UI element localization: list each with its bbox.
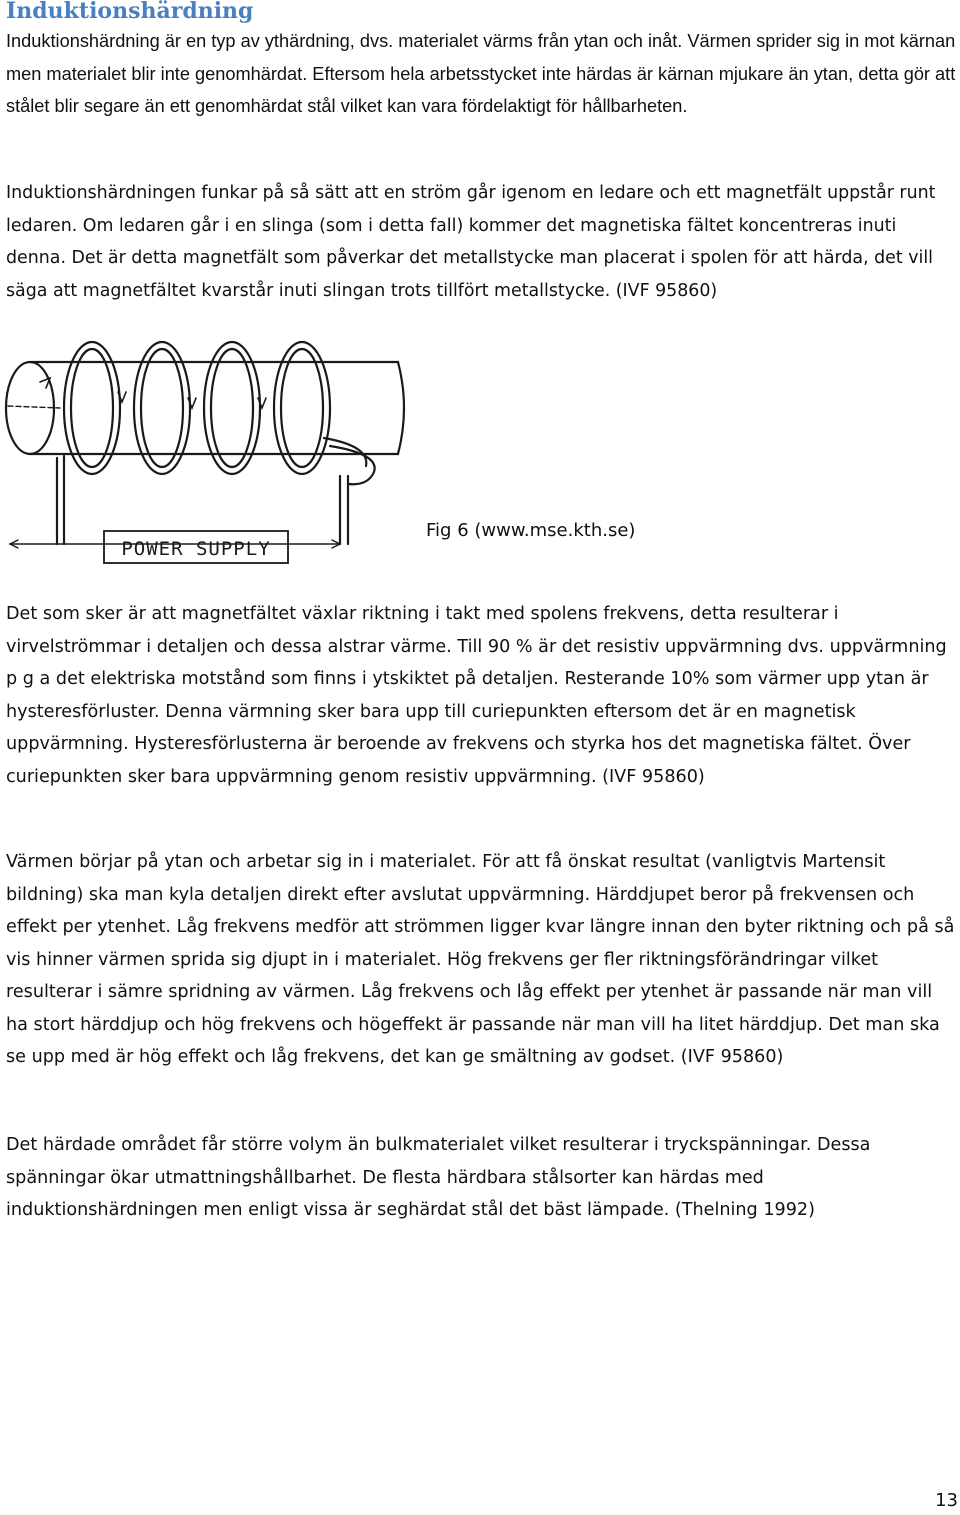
section-heading: Induktionshärdning [6, 0, 254, 24]
paragraph-magnetic-field: Det som sker är att magnetfältet växlar riktning i takt med spolens frekvens, detta resulterar i virvelströmmar i detaljen och dessa alstrar värme. Till 90 % är det resistiv uppvärmning dvs. uppvärmning p g a det elektriska motstånd som finns i ytskiktet på detaljen. Resterande 10% som värmer upp ytan är hysteresförluster. Denna värmning sker bara upp till curiepunkten eftersom det är en magnetisk uppvärmning. Hysteresförlusterna är beroende av frekvens och styrka hos det magnetiska fältet. Över curiepunkten sker bara uppvärmning genom resistiv uppvärmning. (IVF 95860) [6, 604, 947, 787]
paragraph-frequency: Värmen börjar på ytan och arbetar sig in i materialet. För att få önskat resultat (vanligtvis Martensit bildning) ska man kyla detaljen direkt efter avslutat uppvärmning. Härddjupet beror på frekvensen och effekt per ytenhet. Låg frekvens medför att strömmen ligger kvar längre innan den byter riktning och på så vis hinner värmen sprida sig djupt in i materialet. Hög frekvens ger fler riktningsförändringar vilket resulterar i sämre spridning av värmen. Låg frekvens och låg effekt per ytenhet är passande när man vill ha stort härddjup och hög frekvens och högeffekt är passande när man vill ha litet härddjup. Det man ska se upp med är hög effekt och låg frekvens, det kan ge smältning av godset. (IVF 95860) [6, 852, 955, 1067]
paragraph-principle: Induktionshärdningen funkar på så sätt att en ström går igenom en ledare och ett magnetfält uppstår runt ledaren. Om ledaren går i en slinga (som i detta fall) kommer det magnetiska fältet koncentreras inuti denna. Det är detta magnetfält som påverkar det metallstycke man placerat i spolen för att härda, det vill säga att magnetfältet kvarstår inuti slingan trots tillfört metallstycke. (IVF 95860) [6, 183, 936, 301]
page-number: 13 [935, 1490, 958, 1511]
workpiece-end [6, 362, 54, 454]
figure-caption: Fig 6 (www.mse.kth.se) [426, 520, 636, 541]
induction-coil-diagram [0, 326, 420, 572]
power-supply-label: POWER SUPPLY [121, 538, 271, 560]
paragraph-intro: Induktionshärdning är en typ av ythärdning, dvs. materialet värms från ytan och inåt. Värmen sprider sig in mot kärnan men materialet blir inte genomhärdat. Eftersom hela arbetsstycket inte härdas är kärnan mjukare än ytan, detta gör att stålet blir segare än ett genomhärdat stål vilket kan vara fördelaktigt för hållbarheten. [6, 31, 956, 116]
workpiece-body [30, 362, 404, 454]
paragraph-stresses: Det härdade området får större volym än bulkmaterialet vilket resulterar i tryckspänningar. Dessa spänningar ökar utmattningshållbarhet. De flesta härdbara stålsorter kan härdas med induktionshärdningen men enligt vissa är seghärdat stål det bäst lämpade. (Thelning 1992) [6, 1135, 871, 1220]
